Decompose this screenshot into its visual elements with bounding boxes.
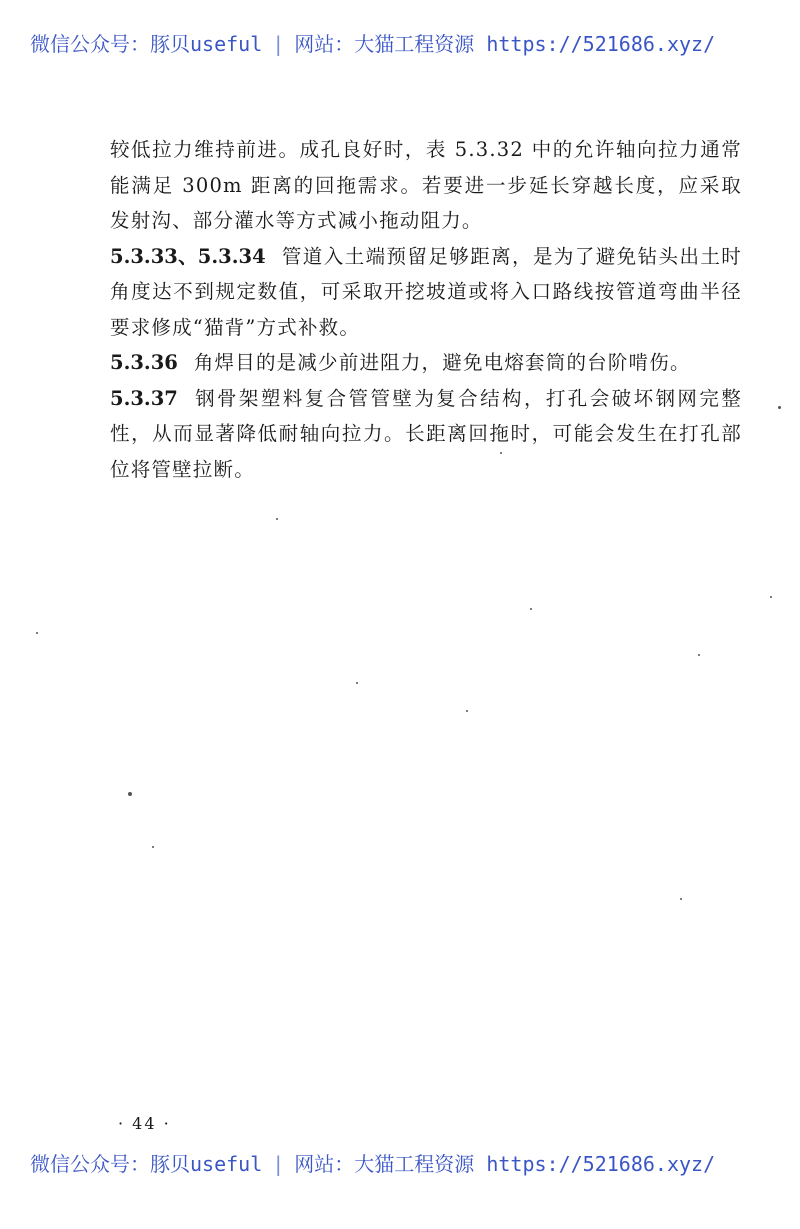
paragraph-text: 较低拉力维持前进。成孔良好时，表 5.3.32 中的允许轴向拉力通常能满足 300m 距离的回拖需求。若要进一步延长穿越长度，应采取发射沟、部分灌水等方式减小拖动阻力。 [110,138,742,232]
paragraph-text: 角焊目的是减少前进阻力，避免电熔套筒的台阶啃伤。 [193,351,691,374]
paragraph-clause-5-3-36 [110,345,742,381]
scan-speck [778,406,781,409]
paragraph-text: 管道入土端预留足够距离，是为了避免钻头出土时角度达不到规定数值，可采取开挖坡道或将入口路线按管道弯曲半径要求修成“猫背”方式补救。 [110,244,742,339]
paragraph-text: 钢骨架塑料复合管管壁为复合结构，打孔会破坏钢网完整性，从而显著降低耐轴向拉力。长距离回拖时，可能会发生在打孔部位将管壁拉断。 [110,386,742,481]
watermark-separator: | [272,1152,285,1176]
scan-speck [128,792,132,796]
paragraph-clause-5-3-33 [110,239,742,346]
watermark-header [30,30,780,58]
clause-number: 5.3.36 [110,351,178,374]
scan-speck [500,452,502,454]
paragraph-clause-5-3-37 [110,381,742,488]
scan-speck [276,518,278,520]
scan-speck [770,596,772,598]
watermark-account: 微信公众号：豚贝useful [30,1152,263,1176]
paragraph-continuation [110,132,742,239]
watermark-footer [30,1150,780,1178]
scan-speck [152,846,154,848]
page-number: · 44 · [118,1114,171,1133]
watermark-separator: | [272,32,285,56]
scan-speck [680,898,682,900]
clause-number: 5.3.37 [110,386,178,410]
watermark-site: 网站：大猫工程资源 https://521686.xyz/ [294,1152,716,1176]
scan-speck [356,682,358,684]
scan-speck [466,710,468,712]
watermark-account: 微信公众号：豚贝useful [30,32,263,56]
clause-number: 5.3.33、5.3.34 [110,244,266,268]
scan-speck [530,608,532,610]
watermark-site: 网站：大猫工程资源 https://521686.xyz/ [294,32,716,56]
document-body [110,132,742,487]
scan-speck [698,654,700,656]
scan-speck [36,632,38,634]
